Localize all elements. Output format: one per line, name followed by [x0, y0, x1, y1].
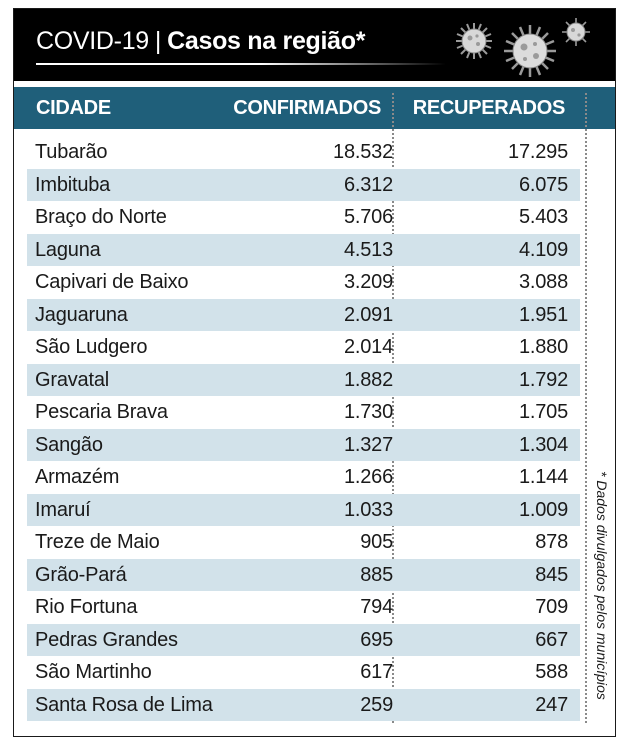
- cell-recovered: 845: [535, 563, 568, 586]
- cell-city: Rio Fortuna: [35, 596, 138, 618]
- cell-city: Gravatal: [35, 368, 109, 391]
- title-main: Casos na região*: [167, 27, 366, 55]
- cell-city: Pedras Grandes: [35, 628, 178, 651]
- cell-confirmed: 259: [360, 693, 393, 716]
- table-row: [27, 201, 580, 234]
- cell-confirmed: 885: [360, 563, 393, 586]
- data-table: [27, 136, 580, 721]
- table-row: [27, 136, 580, 169]
- column-header-city: CIDADE: [36, 97, 111, 119]
- table-row: [27, 169, 580, 202]
- column-header-recovered: RECUPERADOS: [412, 97, 565, 119]
- cell-confirmed: 18.532: [333, 141, 393, 163]
- table-row: [27, 689, 580, 722]
- column-header-confirmed: CONFIRMADOS: [233, 97, 381, 119]
- title-separator: |: [154, 27, 162, 55]
- cell-city: Tubarão: [35, 141, 108, 163]
- cell-city: São Martinho: [35, 661, 152, 683]
- cell-city: Treze de Maio: [35, 531, 160, 553]
- cell-confirmed: 617: [360, 661, 393, 683]
- table-row: [27, 234, 580, 267]
- cell-recovered: 1.304: [518, 433, 568, 456]
- cell-confirmed: 905: [360, 531, 393, 553]
- cell-confirmed: 1.730: [343, 401, 393, 423]
- cell-recovered: 588: [535, 661, 568, 683]
- table-row: [27, 624, 580, 657]
- cell-city: Laguna: [35, 238, 101, 261]
- cell-recovered: 667: [535, 628, 568, 651]
- header-bar: [14, 9, 615, 81]
- cell-confirmed: 4.513: [343, 238, 393, 261]
- infographic-frame: [13, 8, 616, 737]
- table-row: [27, 526, 580, 559]
- cell-confirmed: 6.312: [343, 173, 393, 196]
- table-row: [27, 331, 580, 364]
- cell-confirmed: 1.882: [343, 368, 393, 391]
- column-divider: [585, 93, 587, 723]
- table-row: [27, 266, 580, 299]
- cell-city: Grão-Pará: [35, 563, 127, 586]
- table-row: [27, 559, 580, 592]
- cell-recovered: 1.705: [518, 401, 568, 423]
- cell-confirmed: 2.014: [343, 336, 393, 358]
- table-row: [27, 364, 580, 397]
- table-row: [27, 396, 580, 429]
- cell-city: Armazém: [35, 466, 120, 488]
- virus-icon: [502, 23, 558, 79]
- cell-recovered: 1.009: [518, 498, 568, 521]
- footnote-text: * Dados divulgados pelos municípios: [594, 471, 610, 700]
- cell-recovered: 17.295: [508, 141, 568, 163]
- cell-confirmed: 5.706: [343, 206, 393, 228]
- cell-city: Imbituba: [35, 173, 111, 196]
- cell-confirmed: 1.327: [343, 433, 393, 456]
- table-row: [27, 299, 580, 332]
- column-header-row: [14, 87, 615, 129]
- cell-confirmed: 1.266: [343, 466, 393, 488]
- table-row: [27, 494, 580, 527]
- cell-recovered: 247: [535, 693, 568, 716]
- table-row: [27, 461, 580, 494]
- cell-confirmed: 794: [360, 596, 393, 618]
- cell-recovered: 1.880: [518, 336, 568, 358]
- cell-city: Sangão: [35, 433, 103, 456]
- cell-recovered: 5.403: [518, 206, 568, 228]
- cell-recovered: 1.144: [518, 466, 568, 488]
- cell-confirmed: 2.091: [343, 303, 393, 326]
- cell-city: Imaruí: [35, 498, 91, 521]
- virus-icon: [561, 17, 591, 47]
- table-row: [27, 591, 580, 624]
- cell-city: Jaguaruna: [35, 303, 128, 326]
- title-underline: [36, 63, 446, 65]
- cell-recovered: 1.951: [518, 303, 568, 326]
- cell-city: Braço do Norte: [35, 206, 167, 228]
- cell-recovered: 709: [535, 596, 568, 618]
- cell-city: Pescaria Brava: [35, 401, 168, 423]
- footnote: [592, 471, 612, 721]
- title-prefix: COVID-19: [36, 27, 149, 55]
- page-title: [36, 27, 365, 56]
- cell-city: São Ludgero: [35, 336, 148, 358]
- cell-confirmed: 3.209: [343, 271, 393, 293]
- cell-recovered: 4.109: [518, 238, 568, 261]
- cell-recovered: 1.792: [518, 368, 568, 391]
- cell-confirmed: 1.033: [343, 498, 393, 521]
- cell-city: Capivari de Baixo: [35, 271, 189, 293]
- cell-recovered: 3.088: [518, 271, 568, 293]
- cell-confirmed: 695: [360, 628, 393, 651]
- cell-city: Santa Rosa de Lima: [35, 693, 213, 716]
- cell-recovered: 6.075: [518, 173, 568, 196]
- table-row: [27, 429, 580, 462]
- virus-icon: [454, 21, 494, 61]
- table-row: [27, 656, 580, 689]
- cell-recovered: 878: [535, 531, 568, 553]
